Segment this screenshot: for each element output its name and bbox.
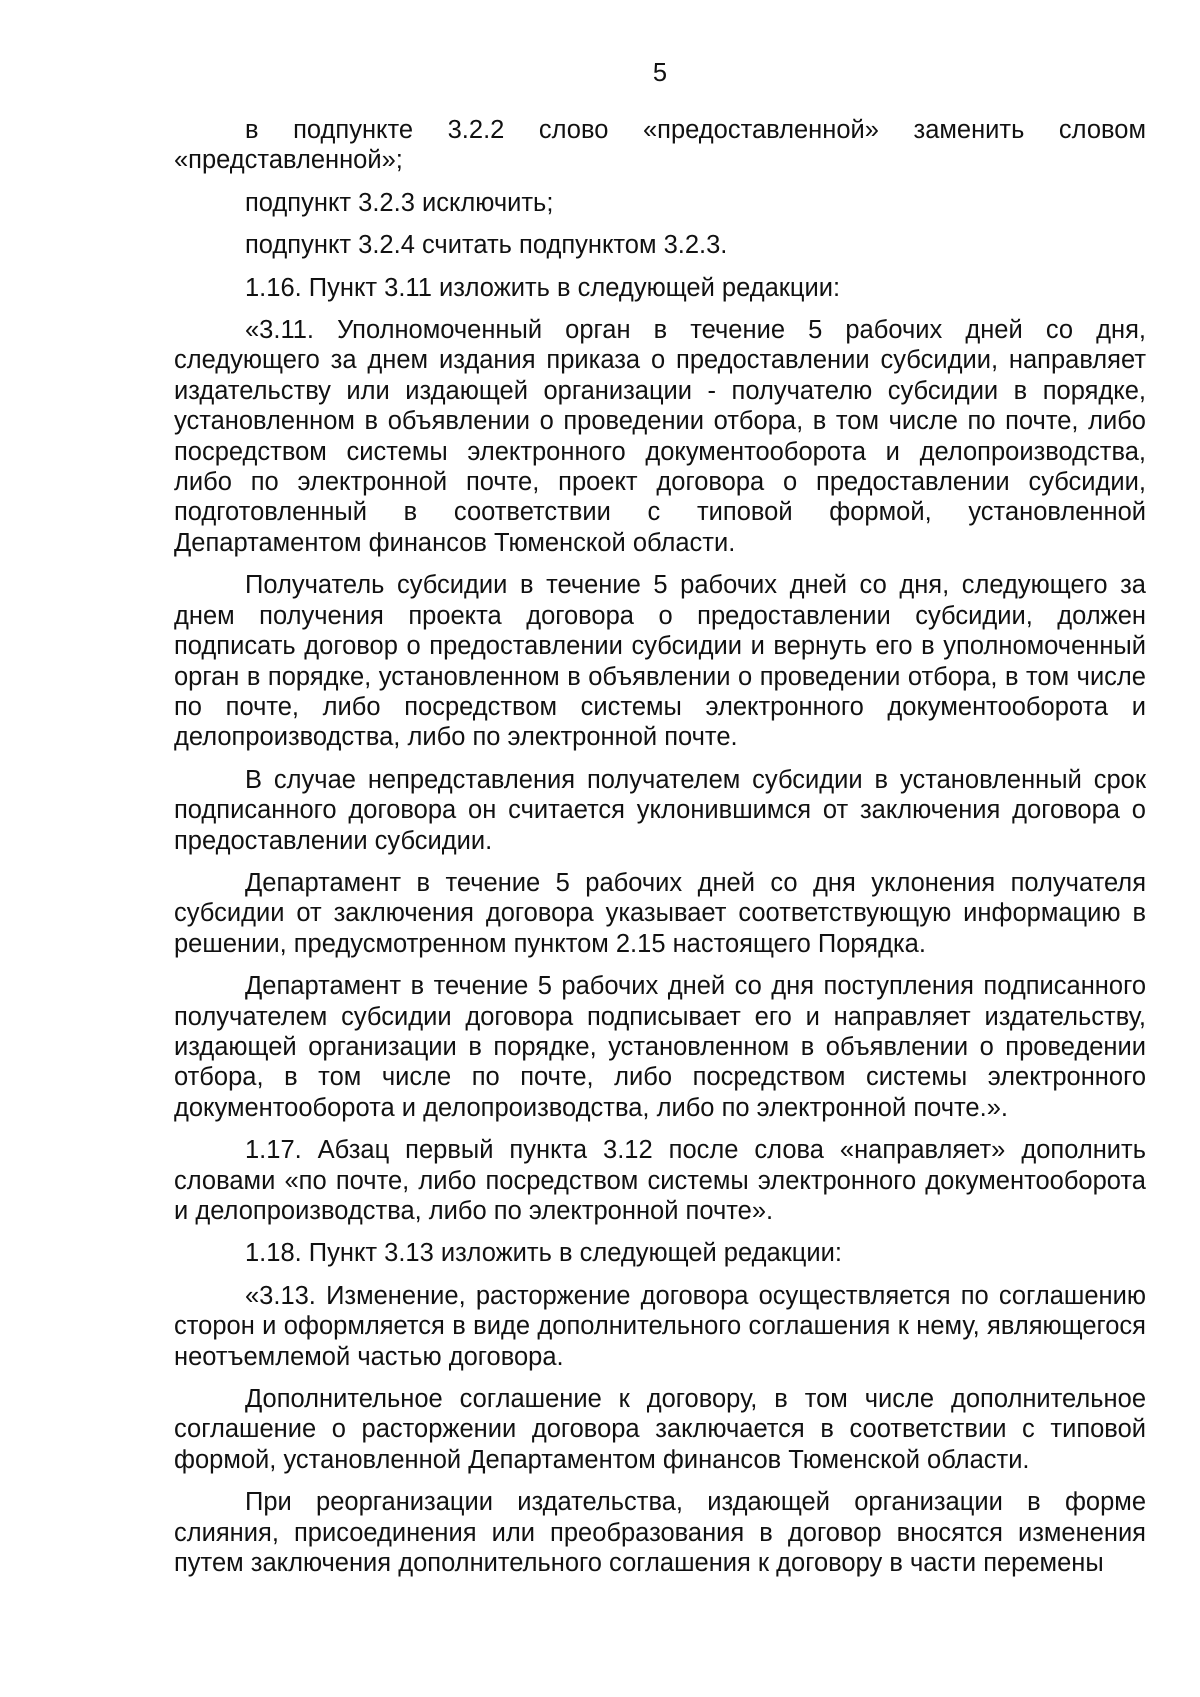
paragraph-1-16: 1.16. Пункт 3.11 изложить в следующей редакции: xyxy=(245,273,841,302)
paragraph-subpoint-3-2-3: подпункт 3.2.3 исключить; xyxy=(245,188,554,217)
paragraph-3-13: «3.13. Изменение, расторжение договора осуществляется по соглашению сторон и оформляется в виде дополнительного соглашения к нему, являющегося неотъемлемой частью договора. xyxy=(174,1281,1146,1371)
document-page xyxy=(174,0,1146,1697)
paragraph-subpoint-3-2-4: подпункт 3.2.4 считать подпунктом 3.2.3. xyxy=(245,231,728,260)
paragraph-department-evasion: Департамент в течение 5 рабочих дней со дня уклонения получателя субсидии от заключения договора указывает соответствующую информацию в решении, предусмотренном пунктом 2.15 настоящего Порядка. xyxy=(174,868,1146,958)
paragraph-department-signing: Департамент в течение 5 рабочих дней со дня поступления подписанного получателем субсидии договора подписывает его и направляет издательству, издающей организации в порядке, установленном в объявлении о проведении отбора, в том числе по почте, либо посредством системы электронного документооборота и делопроизводства, либо по электронной почте.». xyxy=(174,972,1146,1122)
paragraph-non-submission: В случае непредставления получателем субсидии в установленный срок подписанного договора он считается уклонившимся от заключения договора о предоставлении субсидии. xyxy=(174,765,1146,855)
paragraph-additional-agreement: Дополнительное соглашение к договору, в том числе дополнительное соглашение о расторжении договора заключается в соответствии с типовой формой, установленной Департаментом финансов Тюменской области. xyxy=(174,1385,1146,1474)
paragraph-3-11: «3.11. Уполномоченный орган в течение 5 рабочих дней со дня, следующего за днем издания приказа о предоставлении субсидии, направляет издательству или издающей организации - получателю субсидии в порядке, установленном в объявлении о проведении отбора, в том числе по почте, либо посредством системы электронного документооборота и делопроизводства, либо по электронной почте, проект договора о предоставлении субсидии, подготовленный в соответствии с типовой формой, установленной Департаментом финансов Тюменской области. xyxy=(174,316,1146,557)
document-body xyxy=(174,115,1146,1590)
paragraph-subpoint-3-2-2: в подпункте 3.2.2 слово «предоставленной» заменить словом «представленной»; xyxy=(174,116,1146,175)
paragraph-reorganization: При реорганизации издательства, издающей организации в форме слияния, присоединения или преобразования в договор вносятся изменения путем заключения дополнительного соглашения к договору в части перемены xyxy=(174,1488,1146,1578)
paragraph-1-17: 1.17. Абзац первый пункта 3.12 после слова «направляет» дополнить словами «по почте, либо посредством системы электронного документооборота и делопроизводства, либо по электронной почте». xyxy=(174,1136,1146,1225)
page-number: 5 xyxy=(652,59,668,87)
paragraph-1-18: 1.18. Пункт 3.13 изложить в следующей редакции: xyxy=(245,1239,842,1268)
paragraph-recipient-signing: Получатель субсидии в течение 5 рабочих дней со дня, следующего за днем получения проекта договора о предоставлении субсидии, должен подписать договор о предоставлении субсидии и вернуть его в уполномоченный орган в порядке, установленном в объявлении о проведении отбора, в том числе по почте, либо посредством системы электронного документооборота и делопроизводства, либо по электронной почте. xyxy=(174,571,1146,752)
